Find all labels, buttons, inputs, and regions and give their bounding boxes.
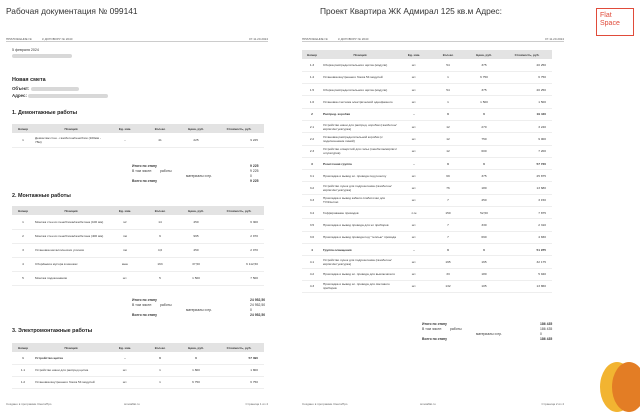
cell-unit: шт. [398, 120, 430, 132]
column-header: Цена, руб. [178, 343, 214, 352]
cell-qty: 7 [430, 219, 466, 231]
totals-text: Всего по этапу [132, 179, 157, 183]
column-header: Ед. изм. [398, 50, 430, 59]
cell-qty: 132 [430, 280, 466, 292]
cell-price: 0 [178, 352, 214, 364]
cell-pos: Устройство ниши для распред. коробки (газобетон/кирпич/штукатурка) [322, 120, 398, 132]
cell-cost: 3 150 [502, 194, 552, 206]
cell-unit: меш [108, 257, 142, 271]
totals-text: Итого по этапу [132, 298, 157, 302]
cell-pos: Прокладка и вывод эл. провода для светового приборов [322, 280, 398, 292]
cell-price: 0 [466, 243, 502, 255]
cell-n: 3.3 [302, 194, 322, 206]
totals-text: Всего по этапу [132, 313, 157, 317]
cell-cost: 25 875 [502, 170, 552, 182]
cell-price: 995 [178, 229, 214, 243]
table-header-row [302, 50, 552, 59]
cell-unit: шт. [108, 271, 142, 285]
cell-pos: Прокладка и вывод кабеля слаботочки для ТV/Internet [322, 194, 398, 206]
column-header: Позиция [322, 50, 398, 59]
cell-price: 37,50 [178, 257, 214, 271]
cell-qty: 9 [142, 229, 178, 243]
cell-pos: Прокладка и вывод провода под "теплые" провода [322, 231, 398, 243]
cell-n: 4.3 [302, 280, 322, 292]
cell-price: 52,50 [466, 207, 502, 219]
cell-pos: Гофрирование проводов [322, 207, 398, 219]
cell-unit: шт. [398, 84, 430, 96]
table-row [302, 120, 552, 132]
cell-n: 1.5 [302, 84, 322, 96]
cell-qty: 1 [142, 364, 178, 376]
column-header: Позиция [34, 343, 108, 352]
column-header: Кол-во [142, 343, 178, 352]
cell-unit: – [398, 157, 430, 169]
section-title-electric: 3. Электромонтажные работы [12, 328, 93, 334]
cell-cost: 3 240 [502, 120, 552, 132]
cell-pos: Прокладка и вывод эл. провода для выключателя [322, 268, 398, 280]
cell-cost: 9 225 [214, 133, 264, 147]
cell-cost: 13 860 [502, 280, 552, 292]
table-row [302, 268, 552, 280]
cell-price: 0 [466, 108, 502, 120]
cell-cost: 57 720 [502, 157, 552, 169]
table-row [12, 133, 264, 147]
totals-text: 186 435 [540, 327, 553, 331]
totals-text: 24 952,50 [250, 298, 266, 302]
cell-pos: Устройство лунок для подрозетника (газобетон/кирпич/штукатурка) [322, 256, 398, 268]
cell-pos: Распред. коробки [322, 108, 398, 120]
table-mounting [12, 206, 264, 286]
cell-price: 1 500 [178, 271, 214, 285]
cell-cost: 19 440 [502, 108, 552, 120]
table-demolition [12, 124, 264, 148]
table-row [302, 256, 552, 268]
cell-qty: 7 [430, 231, 466, 243]
cell-cost: 7 875 [502, 207, 552, 219]
table-header-row [12, 124, 264, 133]
table-row [302, 194, 552, 206]
cell-qty: 1 [430, 96, 466, 108]
cell-cost: 7 200 [502, 145, 552, 157]
totals-text: Всего по этапу [422, 337, 447, 341]
smeta-title: Новая смета [12, 77, 46, 83]
column-header: Стоимость, руб. [502, 50, 552, 59]
table-row [12, 257, 264, 271]
cell-qty: 12 [430, 145, 466, 157]
top-bar [0, 0, 640, 26]
column-header: Номер [302, 50, 322, 59]
column-header: Позиция [34, 124, 108, 133]
cell-n: 1 [12, 352, 34, 364]
column-header: Цена, руб. [466, 50, 502, 59]
cell-qty: 150 [430, 207, 466, 219]
totals-text: В том числе: [422, 327, 443, 331]
cell-price: 6 750 [466, 71, 502, 83]
cell-qty: 76 [430, 182, 466, 194]
table-row [12, 364, 264, 376]
cell-cost: 9 000 [502, 133, 552, 145]
cell-unit: шт. [398, 256, 430, 268]
cell-pos: Установка внутреннего бокса 54 модулей [322, 71, 398, 83]
cell-n: 2 [12, 229, 34, 243]
cell-cost: 1 800 [214, 364, 264, 376]
cell-qty: 12 [430, 133, 466, 145]
cell-pos: Установка металлических уголков [34, 243, 108, 257]
cell-n: 2 [302, 108, 322, 120]
cell-unit: шт. [108, 376, 142, 388]
cell-unit: шт. [398, 219, 430, 231]
cell-pos: Установка распределительной коробки (с подключением линий) [322, 133, 398, 145]
cell-cost: 51 975 [502, 243, 552, 255]
cell-qty: 5 [142, 271, 178, 285]
document-title: Рабочая документация № 099141 [6, 6, 138, 16]
cell-qty: 54 [430, 84, 466, 96]
cell-n: 3 [302, 157, 322, 169]
totals-text: 24 952,50 [250, 313, 266, 317]
cell-n: 1.4 [302, 71, 322, 83]
totals-text: В том числе: [132, 169, 153, 173]
cell-price: 690 [466, 231, 502, 243]
cell-price: 180 [466, 268, 502, 280]
column-header: Номер [12, 206, 34, 215]
cell-qty: 1 [142, 376, 178, 388]
cell-price: 600 [466, 145, 502, 157]
page-2 [302, 36, 564, 408]
cell-n: 5 [12, 271, 34, 285]
cell-unit: – [398, 243, 430, 255]
decor-circle-orange [612, 362, 640, 412]
cell-cost: 32 175 [502, 256, 552, 268]
cell-pos: Прокладка и вывод провода для эл приборов [322, 219, 398, 231]
column-header: Ед. изм. [108, 206, 142, 215]
table-row [302, 84, 552, 96]
totals-text: В том числе: [132, 303, 153, 307]
cell-cost: 6 300 [214, 215, 264, 229]
cell-unit: шт. [108, 364, 142, 376]
cell-unit: шт. [398, 145, 430, 157]
cell-qty: 195 [430, 256, 466, 268]
cell-price: 225 [178, 133, 214, 147]
totals-text: работы [160, 169, 172, 173]
table-row [302, 133, 552, 145]
cell-price: 375 [466, 59, 502, 71]
column-header: Цена, руб. [178, 206, 214, 215]
cell-qty: 0 [430, 108, 466, 120]
table-row [302, 145, 552, 157]
cell-n: 3.2 [302, 182, 322, 194]
doc-date: 5 февраля 2024 [12, 48, 39, 52]
cell-qty: 0 [142, 352, 178, 364]
cell-unit: шт. [398, 194, 430, 206]
column-header: Стоимость, руб. [214, 206, 264, 215]
cell-n: 1.3 [302, 59, 322, 71]
cell-cost: 57 390 [214, 352, 264, 364]
column-header: Ед. изм. [108, 343, 142, 352]
table-row [302, 280, 552, 292]
cell-unit: шт. [398, 71, 430, 83]
cell-unit: шт. [398, 96, 430, 108]
cell-n: 2.3 [302, 145, 322, 157]
cell-unit: шт. [398, 231, 430, 243]
cell-cost: 6 750 [502, 71, 552, 83]
cell-unit: пм [108, 229, 142, 243]
column-header: Кол-во [142, 206, 178, 215]
cell-n: 3.4 [302, 207, 322, 219]
column-header: Номер [12, 124, 34, 133]
table-row [12, 376, 264, 388]
cell-qty: 54 [430, 59, 466, 71]
totals-text: 186 435 [540, 337, 553, 341]
table-row [302, 157, 552, 169]
cell-n: 2.1 [302, 120, 322, 132]
cell-n: 1.2 [12, 376, 34, 388]
cell-n: 1 [12, 133, 34, 147]
cell-n: 3 [12, 243, 34, 257]
table-row [12, 271, 264, 285]
cell-unit: шт. [398, 268, 430, 280]
cell-price: 165 [466, 256, 502, 268]
section-title-demolition: 1. Демонтажные работы [12, 110, 78, 116]
column-header: Стоимость, руб. [214, 343, 264, 352]
column-header: Кол-во [430, 50, 466, 59]
totals-text: Итого по этапу [132, 164, 157, 168]
table-header-row [12, 343, 264, 352]
cell-qty: 12 [430, 120, 466, 132]
cell-pos: Монтаж стен из пеноблока/газобетона (400 мм) [34, 229, 108, 243]
table-header-row [12, 206, 264, 215]
cell-pos: Прокладка и вывод эл. провода под розетку [322, 170, 398, 182]
cell-cost: 1 500 [502, 96, 552, 108]
cell-pos: Устройство ниши для распред щитка [34, 364, 108, 376]
cell-price: 0 [466, 157, 502, 169]
cell-pos: Розеточная группа [322, 157, 398, 169]
cell-n: 1.6 [302, 96, 322, 108]
cell-pos: Устройство щитка [34, 352, 108, 364]
column-header: Ед. изм. [108, 124, 142, 133]
cell-unit: м² [108, 215, 142, 229]
cell-pos: Сборка распределительного щитка (модули) [322, 84, 398, 96]
totals-demolition [132, 164, 264, 184]
cell-n: 4.1 [302, 256, 322, 268]
page-1 [6, 36, 268, 408]
cell-unit: шт. [398, 182, 430, 194]
page-footer: Создано в программе СметаПро smetaflat.ru Страница 1 из 4 [6, 402, 268, 406]
cell-unit: пм [108, 243, 142, 257]
table-row [302, 207, 552, 219]
project-title: Проект Квартира ЖК Адмирал 125 кв.м Адрес: [320, 6, 502, 16]
table-row [302, 243, 552, 255]
totals-row [132, 179, 264, 184]
totals-row [132, 313, 264, 318]
cell-price: 450 [178, 215, 214, 229]
totals-text: материалы и пр. [476, 332, 503, 336]
table-row [302, 170, 552, 182]
section-title-mounting: 2. Монтажные работы [12, 193, 71, 199]
table-electric [12, 343, 264, 389]
cell-pos: Устройство отверстий для гильз (газобетон/кирпич/штукатурка) [322, 145, 398, 157]
table-row [302, 108, 552, 120]
cell-qty: 4,6 [142, 243, 178, 257]
totals-text: Итого по этапу [422, 322, 447, 326]
cell-price: 375 [466, 170, 502, 182]
totals-text: 0 [540, 332, 542, 336]
totals-electric [422, 322, 554, 342]
cell-unit: шт. [398, 280, 430, 292]
cell-price: 750 [466, 133, 502, 145]
column-header: Номер [12, 343, 34, 352]
cell-price: 105 [466, 280, 502, 292]
totals-mounting [132, 298, 264, 318]
cell-cost: 2 310 [502, 219, 552, 231]
cell-pos: Демонтаж стен - газобетон/пеноблок (100мм - 78м) [34, 133, 108, 147]
cell-price: 1 800 [178, 364, 214, 376]
table-row [302, 219, 552, 231]
cell-cost: 2 970 [214, 229, 264, 243]
table-row [12, 215, 264, 229]
cell-cost: 13 680 [502, 182, 552, 194]
totals-text: 0 [250, 174, 252, 178]
cell-n: 2.2 [302, 133, 322, 145]
cell-qty: 0 [430, 157, 466, 169]
cell-n: 3.1 [302, 170, 322, 182]
table-row [302, 96, 552, 108]
table-row [12, 229, 264, 243]
totals-text: работы [450, 327, 462, 331]
cell-unit: шт. [398, 170, 430, 182]
cell-n: 4 [12, 257, 34, 271]
cell-cost: 20 250 [502, 84, 552, 96]
cell-unit: п.м [398, 207, 430, 219]
cell-cost: 6 750 [214, 376, 264, 388]
cell-n: 1.1 [12, 364, 34, 376]
cell-qty: 7 [430, 194, 466, 206]
cell-price: 450 [466, 194, 502, 206]
cell-n: 4.2 [302, 268, 322, 280]
cell-cost: 20 250 [502, 59, 552, 71]
column-header: Цена, руб. [178, 124, 214, 133]
totals-text: 24 952,50 [250, 303, 266, 307]
cell-cost: 5 940 [502, 268, 552, 280]
cell-qty: 1 [430, 71, 466, 83]
cell-pos: Группа освещения [322, 243, 398, 255]
cell-pos: Устройство лунок для подрозетника (газобетон/кирпич/штукатурка) [322, 182, 398, 194]
cell-unit: шт. [398, 133, 430, 145]
cell-qty: 163 [142, 257, 178, 271]
cell-cost: 4 830 [502, 231, 552, 243]
totals-text: 9 225 [250, 179, 259, 183]
cell-pos: Сбор/вывоз мусора в мешках [34, 257, 108, 271]
object-row: Объект: [12, 86, 79, 91]
cell-unit: – [398, 108, 430, 120]
redacted-line [12, 54, 72, 58]
table-row [302, 71, 552, 83]
cell-n: 3.6 [302, 231, 322, 243]
table-electric-continued [302, 50, 552, 293]
column-header: Кол-во [142, 124, 178, 133]
totals-text: материалы и пр. [186, 174, 213, 178]
table-row [12, 352, 264, 364]
cell-qty: 14 [142, 215, 178, 229]
cell-price: 450 [178, 243, 214, 257]
totals-text: 0 [250, 308, 252, 312]
table-row [302, 182, 552, 194]
cell-n: 1 [12, 215, 34, 229]
page-header: ПРИЛОЖЕНИЕ № К ДОГОВОРУ № 2040 07.11.20.2024 [6, 37, 268, 41]
cell-pos: Сборка распределительного щитка (модули) [322, 59, 398, 71]
totals-text: 9 225 [250, 164, 259, 168]
cell-pos: Установка внутреннего бокса 54 модулей [34, 376, 108, 388]
cell-qty: 0 [430, 243, 466, 255]
page-header: ПРИЛОЖЕНИЕ № К ДОГОВОРУ № 2040 07.11.20.2024 [302, 37, 564, 41]
cell-price: 6 750 [178, 376, 214, 388]
flat-space-logo: Flat Space [596, 8, 634, 36]
totals-row [422, 337, 554, 342]
totals-text: 186 435 [540, 322, 553, 326]
totals-text: материалы и пр. [186, 308, 213, 312]
cell-price: 375 [466, 84, 502, 96]
column-header: Позиция [34, 206, 108, 215]
cell-qty: 33 [430, 268, 466, 280]
table-row [302, 59, 552, 71]
cell-price: 180 [466, 182, 502, 194]
cell-unit: шт. [398, 59, 430, 71]
table-row [12, 243, 264, 257]
cell-cost: 7 500 [214, 271, 264, 285]
cell-price: 330 [466, 219, 502, 231]
totals-text: работы [160, 303, 172, 307]
cell-cost: 6 112,50 [214, 257, 264, 271]
cell-cost: 2 070 [214, 243, 264, 257]
cell-pos: Монтаж подоконников [34, 271, 108, 285]
cell-price: 1 500 [466, 96, 502, 108]
cell-unit: – [108, 133, 142, 147]
page-footer: Создано в программе СметаПро smetaflat.ru Страница 2 из 4 [302, 402, 564, 406]
address-row: Адрес: [12, 93, 108, 98]
cell-qty: 69 [430, 170, 466, 182]
cell-pos: Монтаж стен из пеноблока/газобетона (100 мм) [34, 215, 108, 229]
cell-price: 270 [466, 120, 502, 132]
table-row [302, 231, 552, 243]
cell-unit: – [108, 352, 142, 364]
cell-n: 3.5 [302, 219, 322, 231]
cell-n: 4 [302, 243, 322, 255]
totals-text: 9 225 [250, 169, 259, 173]
column-header: Стоимость, руб. [214, 124, 264, 133]
cell-qty: 41 [142, 133, 178, 147]
cell-pos: Установка счетчика электрической однофазного [322, 96, 398, 108]
